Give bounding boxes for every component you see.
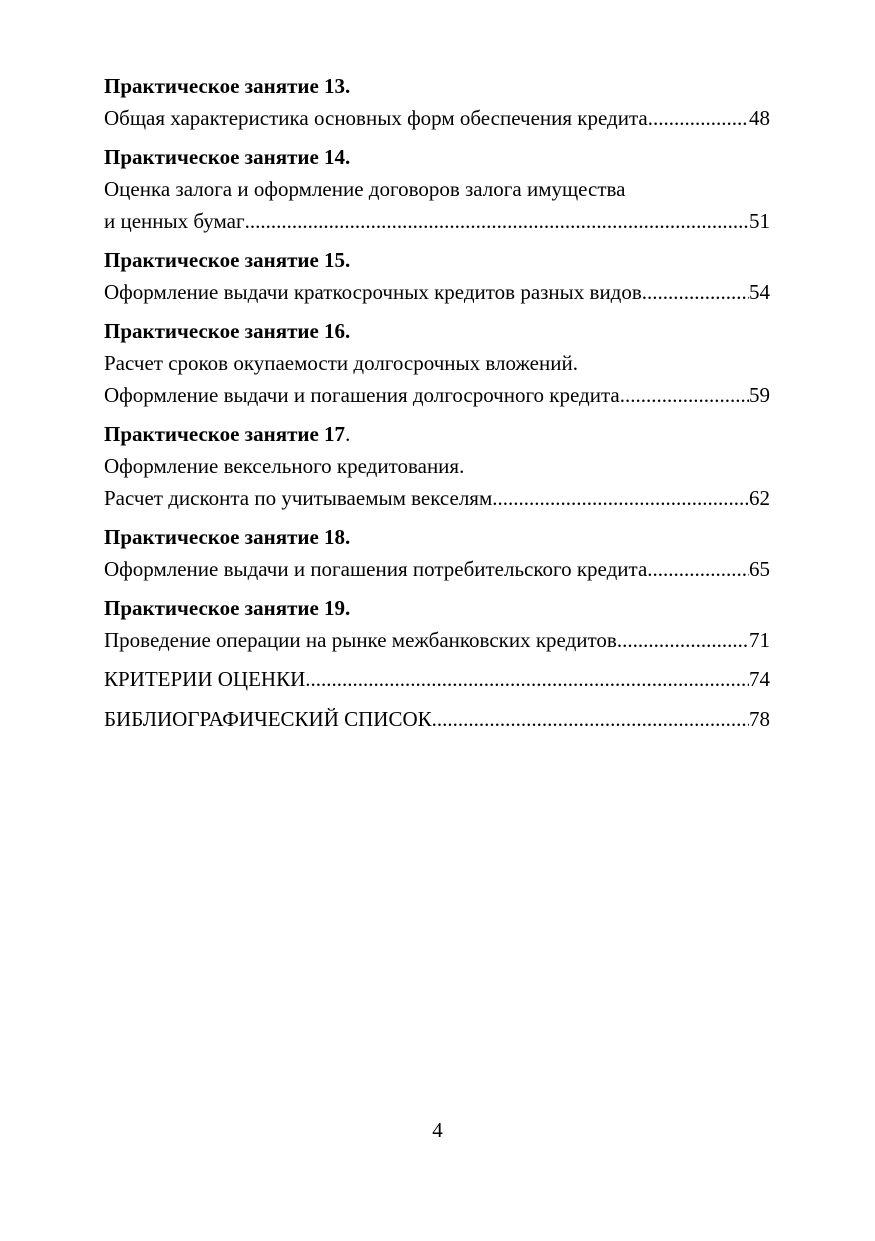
toc-entry-heading-suffix: .: [345, 422, 351, 446]
toc-entry-title: Общая характеристика основных форм обеспечения кредита: [104, 106, 648, 130]
toc-entry-practical-18[interactable]: [104, 521, 770, 585]
toc-entry-title: Оформление выдачи и погашения потребительского кредита: [104, 557, 648, 581]
toc-entry-heading: Практическое занятие 15.: [104, 248, 351, 272]
toc-entry-title-line: Расчет сроков окупаемости долгосрочных вложений.: [104, 351, 578, 375]
toc-entry-leader-line: [104, 624, 770, 656]
toc-entry-heading-line: [104, 418, 770, 450]
toc-entry-title-line: Оценка залога и оформление договоров залога имущества: [104, 177, 626, 201]
toc-entry-page-number: 48: [749, 106, 770, 130]
toc-entry-title-line: Оформление вексельного кредитования.: [104, 454, 465, 478]
toc-entry-title: БИБЛИОГРАФИЧЕСКИЙ СПИСОК: [104, 707, 432, 731]
toc-entry-title: КРИТЕРИИ ОЦЕНКИ: [104, 667, 306, 691]
toc-entry-heading: Практическое занятие 14.: [104, 145, 351, 169]
toc-entry-practical-17[interactable]: [104, 418, 770, 514]
table-of-contents: [104, 70, 770, 735]
dot-leader: [245, 205, 749, 237]
toc-entry-title: и ценных бумаг: [104, 209, 245, 233]
page-number: 4: [432, 1118, 443, 1142]
toc-entry-practical-19[interactable]: [104, 592, 770, 656]
toc-entry-page-number: 71: [749, 628, 770, 652]
dot-leader: [432, 703, 749, 735]
toc-entry-heading: Практическое занятие 19.: [104, 596, 351, 620]
toc-entry-leader-line: [104, 379, 770, 411]
toc-entry-leader-line: [104, 276, 770, 308]
toc-entry-title: Проведение операции на рынке межбанковских кредитов: [104, 628, 617, 652]
toc-entry-page-number: 65: [749, 557, 770, 581]
dot-leader: [648, 102, 749, 134]
toc-entry-title: Расчет дисконта по учитываемым векселям: [104, 486, 493, 510]
toc-entry-leader-line: [104, 663, 770, 695]
toc-entry-leader-line: [104, 553, 770, 585]
toc-entry-title: Оформление выдачи краткосрочных кредитов разных видов: [104, 280, 642, 304]
toc-entry-page-number: 74: [749, 667, 770, 691]
toc-entry-practical-14[interactable]: [104, 141, 770, 237]
toc-entry-practical-16[interactable]: [104, 315, 770, 411]
toc-entry-heading: Практическое занятие 13.: [104, 74, 351, 98]
toc-entry-heading: Практическое занятие 17: [104, 422, 346, 446]
toc-entry-page-number: 59: [749, 383, 770, 407]
toc-entry-bibliography[interactable]: [104, 703, 770, 735]
toc-entry-page-number: 54: [749, 280, 770, 304]
dot-leader: [620, 379, 749, 411]
toc-entry-page-number: 51: [749, 209, 770, 233]
toc-entry-practical-13[interactable]: [104, 70, 770, 134]
dot-leader: [492, 482, 749, 514]
toc-entry-leader-line: [104, 102, 770, 134]
toc-entry-criteria[interactable]: [104, 663, 770, 695]
toc-entry-heading: Практическое занятие 18.: [104, 525, 351, 549]
toc-entry-page-number: 62: [749, 486, 770, 510]
dot-leader: [642, 276, 749, 308]
dot-leader: [305, 663, 749, 695]
toc-entry-leader-line: [104, 482, 770, 514]
toc-entry-page-number: 78: [749, 707, 770, 731]
toc-entry-leader-line: [104, 205, 770, 237]
dot-leader: [647, 553, 749, 585]
dot-leader: [617, 624, 749, 656]
toc-entry-leader-line: [104, 703, 770, 735]
toc-entry-heading: Практическое занятие 16.: [104, 319, 351, 343]
toc-entry-title: Оформление выдачи и погашения долгосрочного кредита: [104, 383, 620, 407]
toc-entry-practical-15[interactable]: [104, 244, 770, 308]
